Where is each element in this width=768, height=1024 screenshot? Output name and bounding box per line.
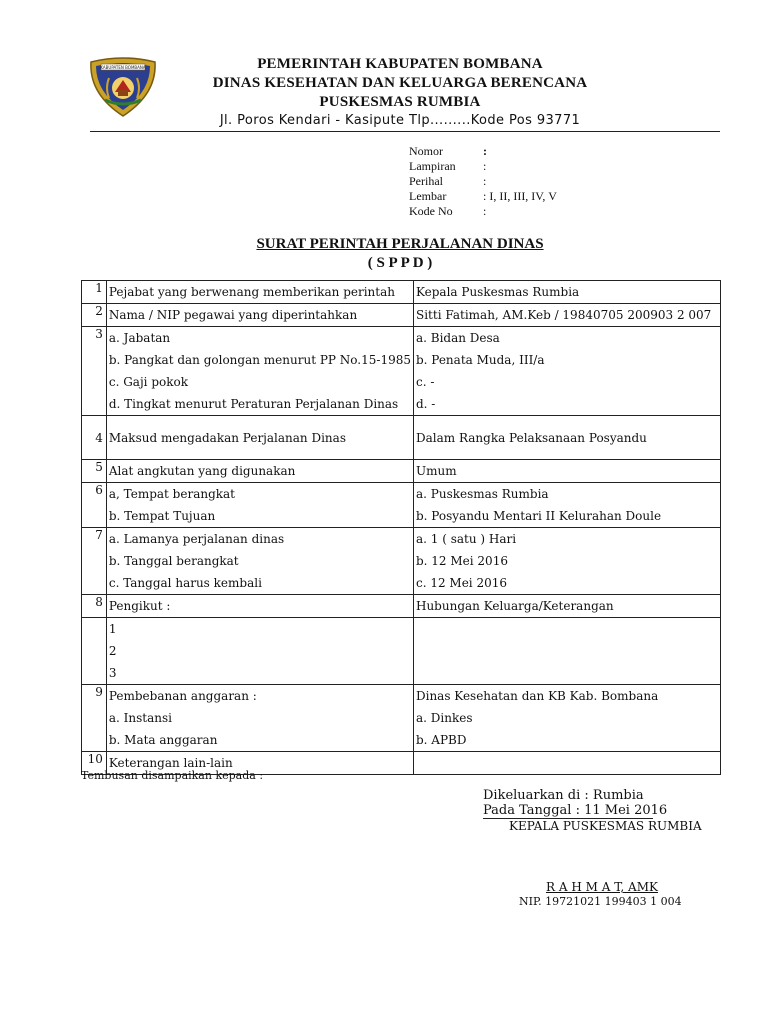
- header-puskesmas: PUSKESMAS RUMBIA: [319, 94, 481, 110]
- table-row: 4 Maksud mengadakan Perjalanan Dinas Dalam Rangka Pelaksanaan Posyandu: [82, 416, 721, 460]
- meta-row: Nomor :: [409, 144, 487, 158]
- table-row: 1 2 3: [82, 618, 721, 685]
- issued-at: Dikeluarkan di : Rumbia: [483, 788, 644, 803]
- tembusan-label: Tembusan disampaikan kepada :: [81, 769, 264, 782]
- document-title: SURAT PERINTAH PERJALANAN DINAS: [256, 236, 544, 252]
- table-row: 8 Pengikut : Hubungan Keluarga/Keterangan: [82, 595, 721, 618]
- kabupaten-logo: [87, 56, 159, 118]
- meta-row: Lembar : I, II, III, IV, V: [409, 189, 557, 203]
- issued-date: Pada Tanggal : 11 Mei 2016: [483, 803, 668, 818]
- table-row: 3 a. Jabatan b. Pangkat dan golongan menurut PP No.15-1985 c. Gaji pokok d. Tingkat menurut Peraturan Perjalanan Dinas a. Bidan Desa b. Penata Muda, III/a c. - d. -: [82, 327, 721, 416]
- header-address: Jl. Poros Kendari - Kasipute Tlp.........Kode Pos 93771: [219, 113, 581, 128]
- signer-nip: NIP. 19721021 199403 1 004: [519, 895, 682, 908]
- table-row: 1 Pejabat yang berwenang memberikan perintah Kepala Puskesmas Rumbia: [82, 281, 721, 304]
- signer-position: KEPALA PUSKESMAS RUMBIA: [509, 819, 702, 833]
- header-divider: [90, 131, 720, 132]
- meta-row: Lampiran :: [409, 159, 487, 173]
- header-department: DINAS KESEHATAN DAN KELUARGA BERENCANA: [212, 75, 588, 91]
- meta-row: Kode No :: [409, 204, 487, 218]
- document-subtitle: ( S P P D ): [367, 255, 433, 271]
- header-government: PEMERINTAH KABUPATEN BOMBANA: [257, 56, 543, 72]
- table-row: 6 a, Tempat berangkat b. Tempat Tujuan a. Puskesmas Rumbia b. Posyandu Mentari II Kelurahan Doule: [82, 483, 721, 528]
- table-row: 9 Pembebanan anggaran : a. Instansi b. Mata anggaran Dinas Kesehatan dan KB Kab. Bombana a. Dinkes b. APBD: [82, 685, 721, 752]
- sppd-table: [81, 280, 721, 775]
- logo-text: KABUPATEN BOMBANA: [100, 65, 146, 70]
- table-row: 5 Alat angkutan yang digunakan Umum: [82, 460, 721, 483]
- meta-row: Perihal :: [409, 174, 487, 188]
- table-row: 2 Nama / NIP pegawai yang diperintahkan Sitti Fatimah, AM.Keb / 19840705 200903 2 007: [82, 304, 721, 327]
- letter-meta: [409, 144, 557, 219]
- signer-name: R A H M A T, AMK: [546, 880, 658, 894]
- table-row: 7 a. Lamanya perjalanan dinas b. Tanggal berangkat c. Tanggal harus kembali a. 1 ( satu ) Hari b. 12 Mei 2016 c. 12 Mei 2016: [82, 528, 721, 595]
- table-row: 10 Keterangan lain-lain: [82, 752, 721, 775]
